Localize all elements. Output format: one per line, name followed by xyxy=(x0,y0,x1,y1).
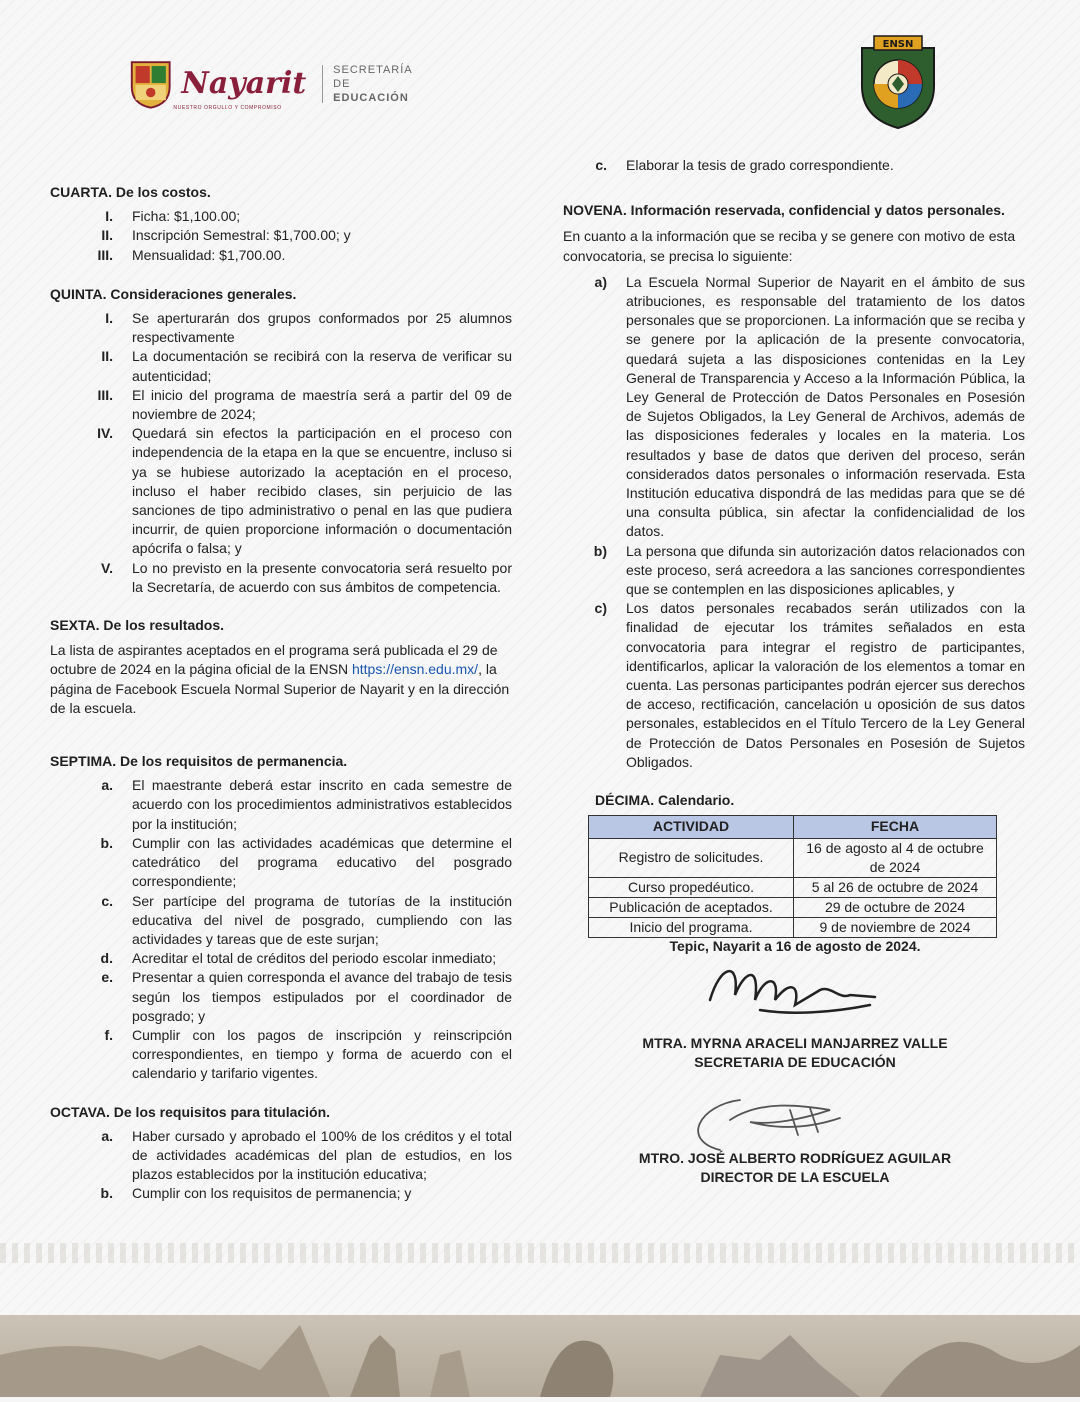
footer-pattern-band xyxy=(0,1243,1080,1263)
section-title-decima: DÉCIMA. Calendario. xyxy=(595,792,735,809)
list-item: I. Se aperturarán dos grupos conformados por 25 alumnos respectivamente xyxy=(105,310,512,346)
footer-illustration xyxy=(0,1315,1080,1397)
list-item: IV. Quedará sin efectos la participación en el proceso con independencia de la etapa en la que se encuentre, incluso si ya se hubiese autorizado la aceptación en el proceso, incluso el haber recibido clases, sin perjuicio de las sanciones de tipo administrativo o penal en las que pudiera incurrir, de quien proporcione información o documentación apócrifa o falsa; y xyxy=(97,425,512,557)
list-item: I. Ficha: $1,100.00; xyxy=(105,208,241,225)
right-column xyxy=(563,156,1025,938)
table-row: Publicación de aceptados. 29 de octubre de 2024 xyxy=(589,897,997,917)
list-item: c. Elaborar la tesis de grado correspondiente. xyxy=(595,157,894,173)
section-title-sexta: SEXTA. De los resultados. xyxy=(50,617,225,634)
footer-landscape-icon xyxy=(0,1315,1080,1397)
section-title-octava: OCTAVA. De los requisitos para titulación. xyxy=(50,1103,331,1120)
signer-director-name: MTRO. JOSÉ ALBERTO RODRÍGUEZ AGUILAR xyxy=(638,1150,952,1166)
signature-secretaria-icon xyxy=(700,955,890,1025)
signer-secretaria xyxy=(600,1034,990,1072)
list-item: e. Presentar a quien corresponda el avance del trabajo de tesis según los tiempos estipulados por el coordinador de posgrado; y xyxy=(101,969,512,1024)
signer-secretaria-role: SECRETARIA DE EDUCACIÓN xyxy=(694,1054,896,1070)
list-item: c) Los datos personales recabados serán utilizados con la finalidad de ejecutar los trámites señalados en esta convocatoria para integrar el registro de participantes, identificarlos, aplicar la valoración de los elementos a tomar en cuenta. Las personas participantes podrán ejercer sus derechos de acceso, rectificación, cancelación u oposición de sus datos personales, establecidos en el Título Tercero de la Ley General de Protección de Datos Personales en Posesión de Sujetos Obligados. xyxy=(594,600,1025,770)
section-title-cuarta: CUARTA. De los costos. xyxy=(50,184,211,200)
left-column xyxy=(50,183,512,1204)
logo-divider xyxy=(322,65,323,103)
data-privacy-list xyxy=(563,273,1025,772)
place-date: Tepic, Nayarit a 16 de agosto de 2024. xyxy=(669,938,921,954)
signature-director-icon xyxy=(680,1080,880,1160)
nayarit-wordmark: Nayarit xyxy=(181,66,307,101)
list-item: a. Haber cursado y aprobado el 100% de los créditos y el total de actividades académicas del plan de estudios, en los plazos establecidos por la institución educativa; xyxy=(101,1127,512,1183)
permanence-requirements-list xyxy=(50,776,512,1083)
section-title-quinta: QUINTA. Consideraciones generales. xyxy=(50,285,297,302)
list-item: III. El inicio del programa de maestría será a partir del 09 de noviembre de 2024; xyxy=(97,386,512,423)
signer-director xyxy=(600,1149,990,1187)
costs-list xyxy=(50,207,512,265)
titulation-requirements-list xyxy=(50,1127,512,1204)
signer-director-role: DIRECTOR DE LA ESCUELA xyxy=(700,1169,890,1185)
table-row: Curso propedéutico. 5 al 26 de octubre de 2024 xyxy=(589,877,997,897)
calendar-table xyxy=(588,815,997,937)
list-item: c. Ser partícipe del programa de tutorías de la institución educativa del nivel de posgrado, cumpliendo con las actividades y tareas que de este surjan; xyxy=(101,892,512,947)
list-item: II. Inscripción Semestral: $1,700.00; y xyxy=(101,227,351,244)
ensn-website-link[interactable]: https://ensn.edu.mx/ xyxy=(351,661,479,678)
ensn-seal-text: ENSN xyxy=(882,39,914,50)
list-item: II. La documentación se recibirá con la reserva de verificar su autenticidad; xyxy=(101,348,512,384)
nayarit-shield-icon xyxy=(128,57,173,111)
section-title-novena: NOVENA. Información reservada, confidencial y datos personales. xyxy=(563,202,1005,219)
list-item: b. Cumplir con las actividades académicas que determine el catedrático del programa educativo del posgrado correspondiente; xyxy=(100,834,512,890)
list-item: V. Lo no previsto en la presente convocatoria será resuelto por la Secretaría, de acuerdo con sus ámbitos de competencia. xyxy=(101,559,512,595)
ensn-seal-icon xyxy=(852,34,944,130)
secretaria-label: SECRETARÍA DE EDUCACIÓN xyxy=(333,63,413,105)
header xyxy=(0,0,1080,140)
nayarit-logo xyxy=(128,55,428,113)
list-item: b) La persona que difunda sin autorización datos relacionados con este proceso, será acreedora a las sanciones correspondientes que se contemplen en las disposiciones aplicables, y xyxy=(593,542,1025,598)
list-item: a) La Escuela Normal Superior de Nayarit en el ámbito de sus atribuciones, es responsable del tratamiento de los datos personales que se proporcionen. La información que se reciba y se genere por la aplicación de la presente convocatoria, quedará sujeta a las disposiciones contenidas en la Ley General de Transparencia y Acceso a la Información Pública, la Ley General de Protección de Datos Personales en Posesión de Sujetos Obligados, la Ley General de Archivos, además de las disposiciones federales y locales en la materia. Los resultados y base de datos que deriven del proceso, serán considerados datos personales o información reservada. Esta Institución educativa dispondrá de las medidas para que se dé una consulta pública, sin afectar la confidencialidad de los datos. xyxy=(594,273,1025,540)
list-item: a. El maestrante deberá estar inscrito en cada semestre de acuerdo con los procedimientos administrativos establecidos por la institución; xyxy=(101,777,512,832)
list-item: III. Mensualidad: $1,700.00. xyxy=(97,246,286,263)
table-header-actividad: ACTIVIDAD xyxy=(589,816,794,838)
nayarit-slogan: NUESTRO ORGULLO Y COMPROMISO xyxy=(173,105,282,111)
list-item: f. Cumplir con los pagos de inscripción y reinscripción correspondientes, en tiempo y forma de acuerdo con el calendario y tarifario vigentes. xyxy=(104,1026,512,1082)
section-title-septima: SEPTIMA. De los requisitos de permanencia. xyxy=(50,753,348,770)
table-row: Registro de solicitudes. 16 de agosto al 4 de octubre de 2024 xyxy=(589,838,997,877)
novena-intro: En cuanto a la información que se reciba y se genere con motivo de esta convocatoria, se precisa lo siguiente: xyxy=(563,228,1016,264)
table-header-fecha: FECHA xyxy=(794,816,997,838)
signer-secretaria-name: MTRA. MYRNA ARACELI MANJARREZ VALLE xyxy=(642,1035,948,1051)
list-item: b. Cumplir con los requisitos de permanencia; y xyxy=(100,1185,412,1202)
results-paragraph: La lista de aspirantes aceptados en el programa será publicada el 29 de octubre de 2024 en la página oficial de la ENSN https://ensn.edu.mx/, la página de Facebook Escuela Normal Superior de Nayarit y en la dirección de la escuela. xyxy=(50,642,510,716)
table-row: Inicio del programa. 9 de noviembre de 2024 xyxy=(589,917,997,937)
list-item: d. Acreditar el total de créditos del periodo escolar inmediato; xyxy=(100,950,497,967)
general-considerations-list xyxy=(50,309,512,597)
